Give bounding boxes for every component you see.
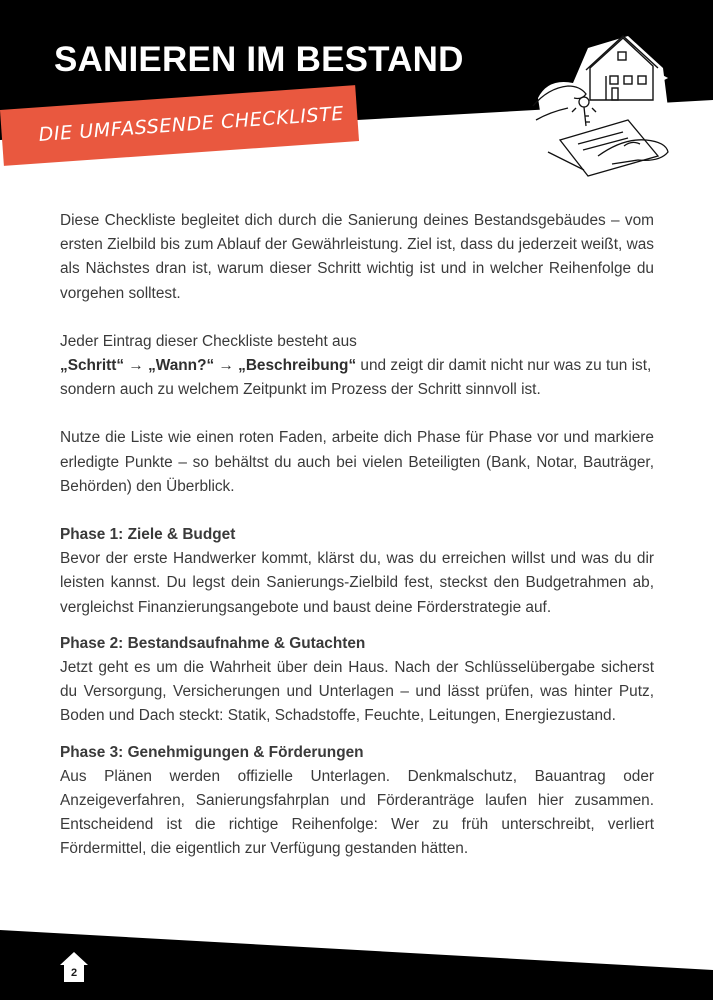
footer-band xyxy=(0,920,713,1000)
main-content xyxy=(60,209,654,862)
page-subtitle: DIE UMFASSENDE CHECKLISTE xyxy=(38,102,345,146)
phase-3-text: Aus Plänen werden offizielle Unterlagen. Denkmalschutz, Bauantrag oder Anzeigeverfahren, Sanierungsfahrplan und Förderanträge laufen hier zusammen. Entscheidend ist die richtige Reihenfolge: Wer zu früh unterschreibt, verliert Fördermittel, die eigentlich zur Verfügung gestanden hätten. xyxy=(60,767,654,858)
entry-structure: „Schritt“ → „Wann?“ → „Beschreibung“ xyxy=(60,357,357,375)
page-number: 2 xyxy=(70,967,78,979)
intro-paragraph-1: Diese Checkliste begleitet dich durch die Sanierung deines Bestandsgebäudes – vom ersten Zielbild bis zum Ablauf der Gewährleistung. Ziel ist, dass du jederzeit weißt, was als Nächstes dran ist, warum dieser Schritt wichtig ist und in welcher Reihenfolge du vorgehen solltest. xyxy=(60,212,654,302)
intro-paragraph-2 xyxy=(60,330,654,403)
house-keys-contract-illustration xyxy=(528,28,678,178)
intro-paragraph-2-rest: und zeigt dir damit nicht nur was zu tun ist, sondern auch zu welchem Zeitpunkt im Prozess der Schritt sinnvoll ist. xyxy=(60,357,652,399)
phase-1-text: Bevor der erste Handwerker kommt, klärst du, was du erreichen willst und was du dir leisten kannst. Du legst dein Sanierungs-Zielbild fest, steckst den Budgetrahmen ab, vergleichst Finanzierungsangebote und baust deine Förderstrategie auf. xyxy=(60,550,654,616)
phase-2-heading: Phase 2: Bestandsaufnahme & Gutachten xyxy=(60,634,366,652)
phase-1-heading: Phase 1: Ziele & Budget xyxy=(60,526,236,544)
phase-2-text: Jetzt geht es um die Wahrheit über dein Haus. Nach der Schlüsselübergabe sicherst du Versorgung, Versicherungen und Unterlagen – und lässt prüfen, was hinter Putz, Boden und Dach steckt: Statik, Schadstoffe, Feuchte, Leitungen, Energiezustand. xyxy=(60,659,654,725)
intro-paragraph-3: Nutze die Liste wie einen roten Faden, arbeite dich Phase für Phase vor und markiere erledigte Punkte – so behältst du auch bei vielen Beteiligten (Bank, Notar, Bauträger, Behörden) den Überblick. xyxy=(60,429,654,495)
page-title: SANIEREN IM BESTAND xyxy=(54,40,464,79)
intro-paragraph-2-lead: Jeder Eintrag dieser Checkliste besteht aus xyxy=(60,332,357,350)
phase-3-heading: Phase 3: Genehmigungen & Förderungen xyxy=(60,743,364,761)
